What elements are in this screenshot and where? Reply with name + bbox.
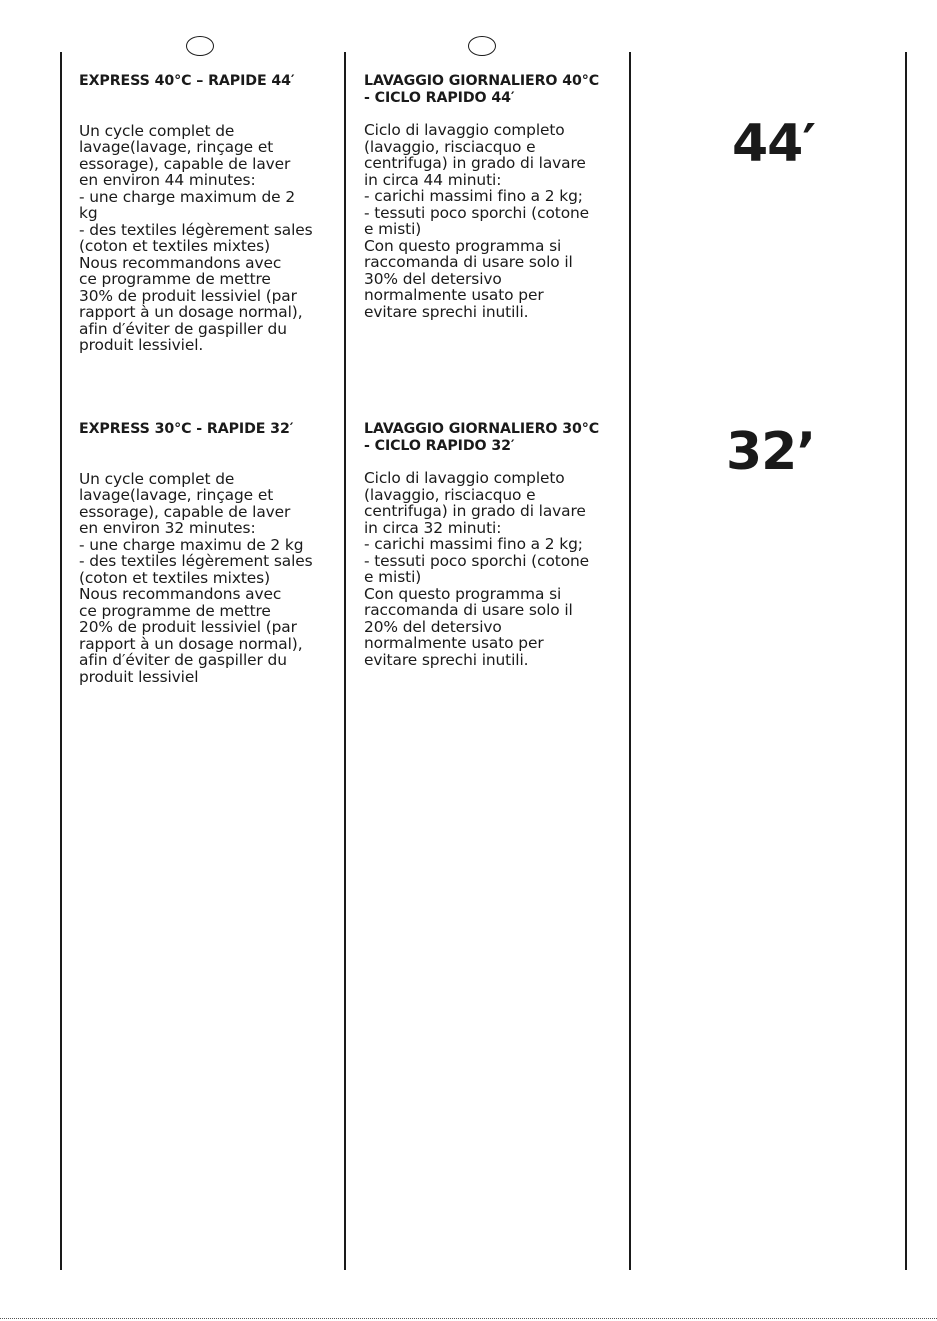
text-line: Con questo programma si (364, 584, 562, 603)
text-line: (lavaggio, risciacquo e (364, 485, 536, 504)
text-line: Nous recommandons avec (79, 585, 282, 603)
text-line: centrifuga) in grado di lavare (364, 154, 586, 172)
text-line: Ciclo di lavaggio completo (364, 121, 565, 139)
column-divider-left (60, 52, 62, 1270)
fr-express40-section (79, 73, 339, 354)
text-line: Ciclo di lavaggio completo (364, 469, 565, 487)
it-lavaggio30-text (364, 470, 624, 668)
fr-express40-heading: EXPRESS 40°C – RAPIDE 44′ (79, 73, 295, 89)
text-line: in circa 44 minuti: (364, 170, 502, 189)
fr-express40-text (79, 123, 339, 354)
text-line: normalmente usato per (364, 286, 544, 304)
it-lavaggio30-heading: LAVAGGIO GIORNALIERO 30°C - CICLO RAPIDO 32′ (364, 421, 600, 454)
text-line: - tessuti poco sporchi (cotone (364, 551, 590, 570)
fr-express30-text (79, 471, 339, 686)
text-line: afin d′éviter de gaspiller du (79, 319, 287, 338)
text-line: Nous recommandons avec (79, 253, 282, 272)
text-line: raccomanda di usare solo il (364, 253, 573, 271)
duration-44-symbol: 44′ (732, 114, 816, 174)
text-line: essorage), capable de laver (79, 154, 291, 173)
text-line: lavage(lavage, rinçage et (79, 486, 274, 504)
it-lavaggio30-section (364, 421, 624, 668)
text-line: Un cycle complet de (79, 121, 235, 140)
text-line: - une charge maximu de 2 kg (79, 535, 304, 554)
text-line: raccomanda di usare solo il (364, 601, 573, 619)
duration-32-symbol: 32’ (726, 422, 816, 482)
fr-express30-heading: EXPRESS 30°C - RAPIDE 32′ (79, 421, 294, 437)
text-line: kg (79, 204, 98, 222)
text-line: (coton et textiles mixtes) (79, 568, 270, 587)
text-line: - des textiles légèrement sales (79, 552, 313, 570)
text-line: e misti) (364, 220, 422, 238)
text-line: normalmente usato per (364, 634, 544, 652)
text-line: rapport à un dosage normal), (79, 634, 303, 653)
text-line: lavage(lavage, rinçage et (79, 138, 274, 156)
text-line: - tessuti poco sporchi (cotone (364, 203, 590, 222)
it-lavaggio40-section (364, 73, 624, 320)
it-lavaggio40-heading: LAVAGGIO GIORNALIERO 40°C - CICLO RAPIDO 44′ (364, 73, 600, 106)
text-line: - carichi massimi fino a 2 kg; (364, 187, 583, 205)
text-line: (lavaggio, risciacquo e (364, 137, 536, 156)
text-line: afin d′éviter de gaspiller du (79, 651, 287, 669)
column-divider-edge (905, 52, 907, 1270)
column-divider-right (629, 52, 631, 1270)
text-line: 20% de produit lessiviel (par (79, 618, 297, 636)
text-line: evitare sprechi inutili. (364, 302, 529, 321)
text-line: 30% del detersivo (364, 269, 502, 288)
text-line: produit lessiviel. (79, 336, 204, 354)
text-line: - une charge maximum de 2 (79, 187, 296, 206)
text-line: - des textiles légèrement sales (79, 220, 313, 239)
it-lavaggio40-text (364, 122, 624, 320)
column-divider-middle (344, 52, 346, 1270)
text-line: ce programme de mettre (79, 270, 271, 288)
text-line: 30% de produit lessiviel (par (79, 286, 297, 305)
text-line: ce programme de mettre (79, 601, 271, 620)
text-line: en environ 44 minutes: (79, 171, 256, 189)
text-line: 20% del detersivo (364, 617, 502, 636)
text-line: in circa 32 minuti: (364, 518, 502, 537)
fr-express30-section (79, 421, 339, 685)
text-line: evitare sprechi inutili. (364, 650, 529, 669)
text-line: produit lessiviel (79, 667, 199, 686)
text-line: - carichi massimi fino a 2 kg; (364, 535, 583, 553)
text-line: e misti) (364, 568, 422, 586)
language-flag-circle-fr (186, 36, 214, 56)
text-line: essorage), capable de laver (79, 502, 291, 521)
text-line: Un cycle complet de (79, 469, 235, 488)
bottom-dotted-rule (0, 1318, 937, 1319)
text-line: rapport à un dosage normal), (79, 303, 303, 321)
text-line: (coton et textiles mixtes) (79, 237, 270, 255)
text-line: en environ 32 minutes: (79, 519, 256, 537)
text-line: Con questo programma si (364, 236, 562, 255)
language-flag-circle-it (468, 36, 496, 56)
text-line: centrifuga) in grado di lavare (364, 502, 586, 520)
